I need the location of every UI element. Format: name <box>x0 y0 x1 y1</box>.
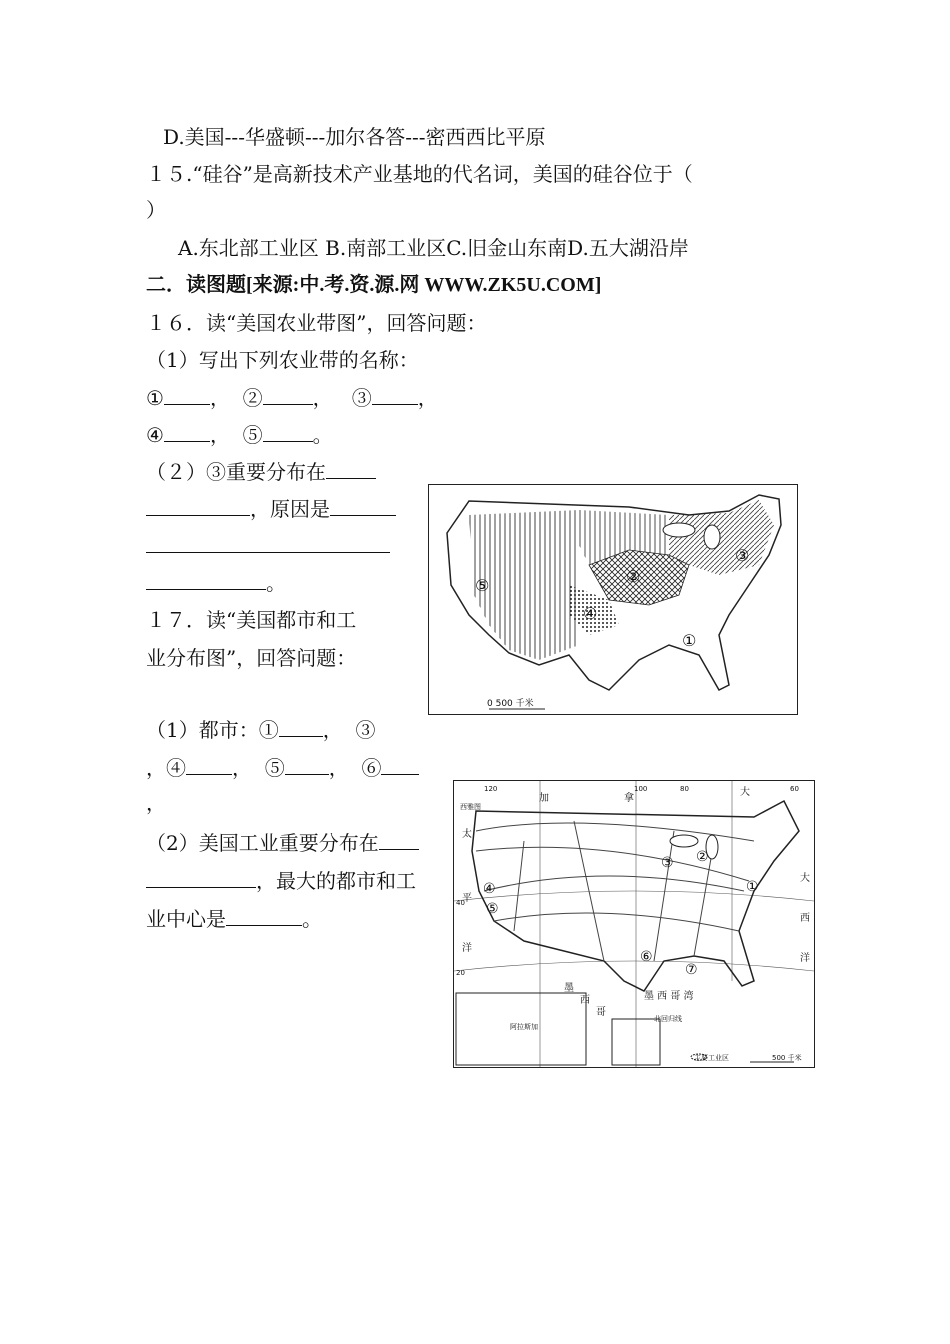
map2-pacific-1: 太 <box>462 829 472 840</box>
q17-cities-row2 <box>146 754 419 781</box>
belt-4-label: ④ <box>146 423 164 447</box>
q16-reason-blank-2[interactable] <box>146 532 390 553</box>
largest-center-blank[interactable] <box>226 905 302 926</box>
map2-mexico-2: 西 <box>580 995 590 1006</box>
map2-mexico-3: 哥 <box>596 1007 606 1018</box>
comma: ， <box>312 386 333 410</box>
map2-city-4: ④ <box>483 881 496 897</box>
q17-cities-row1 <box>146 716 375 743</box>
industry-area-blank[interactable] <box>379 829 419 850</box>
city-6-label: ⑥ <box>361 756 382 780</box>
map1-label-4: ④ <box>583 604 598 623</box>
belt-4-blank[interactable] <box>164 421 210 442</box>
map2-canada-3: 大 <box>740 787 750 798</box>
belt-2-blank[interactable] <box>263 384 313 405</box>
map2-lon-120: 120 <box>484 785 498 793</box>
map2-atlantic-2: 西 <box>800 913 810 924</box>
q16-reason-label: ，原因是 <box>250 497 330 521</box>
belt-5-label: ⑤ <box>242 423 263 447</box>
q16-reason-row2 <box>146 532 390 559</box>
q16-reason-row3 <box>146 569 286 596</box>
map1-label-2: ② <box>626 567 641 586</box>
q16-part2-label: （２）③重要分布在 <box>146 460 326 484</box>
belt-3-label: ③ <box>351 386 372 410</box>
map2-lon-60: 60 <box>790 785 799 793</box>
period: 。 <box>266 571 286 595</box>
city-4-label: ，④ <box>146 756 186 780</box>
q17-largest-row <box>146 867 416 894</box>
comma: ， <box>417 386 438 410</box>
map2-seattle: 西雅图 <box>460 803 481 811</box>
q14-option-d: D.美国---华盛顿---加尔各答---密西西比平原 <box>163 125 546 149</box>
city-5-blank[interactable] <box>285 754 329 775</box>
map2-pacific-3: 洋 <box>462 943 472 954</box>
comma: ， <box>232 756 252 780</box>
map2-legend: 主要工业区 <box>694 1054 729 1062</box>
comma: ， <box>209 423 230 447</box>
map2-pacific-2: 平 <box>462 893 472 904</box>
q16-reason-row <box>146 495 396 522</box>
q17-part2 <box>146 829 419 856</box>
q17-trailing-comma: ， <box>146 791 166 815</box>
q16-part1-label: （1）写出下列农业带的名称： <box>146 348 419 372</box>
map2-city-5: ⑤ <box>486 901 499 917</box>
q17-center-label: 业中心是 <box>146 907 226 931</box>
map2-city-1: ① <box>746 879 759 895</box>
q16-answer-row1 <box>146 384 438 411</box>
city-4-blank[interactable] <box>186 754 232 775</box>
period: 。 <box>312 423 333 447</box>
map2-canada-1: 加 <box>539 793 549 804</box>
belt-3-blank[interactable] <box>372 384 418 405</box>
city-6-blank[interactable] <box>381 754 419 775</box>
section-heading: 二．读图题[来源:中.考.资.源.网 WWW.ZK5U.COM] <box>146 274 602 296</box>
q16-stem: １６．读“美国农业带图”，回答问题： <box>146 311 487 335</box>
belt-2-label: ② <box>242 386 263 410</box>
q15-options: A.东北部工业区 B.南部工业区C.旧金山东南D.五大湖沿岸 <box>178 236 689 260</box>
map2-atlantic-3: 洋 <box>800 953 810 964</box>
belt-5-blank[interactable] <box>263 421 313 442</box>
q17-center-row <box>146 905 322 932</box>
map2-mexico-1: 墨 <box>564 983 574 994</box>
map2-gulf: 墨 西 哥 湾 <box>644 991 694 1002</box>
comma: ， <box>328 756 349 780</box>
city-5-label: ⑤ <box>264 756 285 780</box>
map2-tropic: 北回归线 <box>654 1015 682 1023</box>
map2-lat-20: 20 <box>456 969 465 977</box>
q16-distribution-blank[interactable] <box>326 458 376 479</box>
q17-stem-2: 业分布图”，回答问题： <box>146 646 357 670</box>
map2-alaska: 阿拉斯加 <box>510 1023 538 1031</box>
map2-city-2: ② <box>696 849 709 865</box>
map2-city-3: ③ <box>661 855 674 871</box>
map2-lat-40: 40 <box>456 899 465 907</box>
q17-stem: １７．读“美国都市和工 <box>146 608 357 632</box>
map2-lon-80: 80 <box>680 785 689 793</box>
map2-scale: 500 千米 <box>772 1054 802 1062</box>
map2-city-7: ⑦ <box>685 962 698 978</box>
q16-part2 <box>146 458 376 485</box>
belt-1-label: ① <box>146 386 164 410</box>
q17-largest-label: ，最大的都市和工 <box>256 869 416 893</box>
q17-part2-label: （2）美国工业重要分布在 <box>146 831 379 855</box>
city-3-label: ③ <box>355 718 376 742</box>
comma: ， <box>209 386 230 410</box>
belt-1-blank[interactable] <box>164 384 210 405</box>
map2-lon-100: 100 <box>634 785 648 793</box>
map2-canada-2: 拿 <box>624 793 634 804</box>
q16-answer-row2 <box>146 421 333 448</box>
period: 。 <box>302 907 322 931</box>
industry-area-blank-2[interactable] <box>146 867 256 888</box>
q15-stem: １５.“硅谷”是高新技术产业基地的代名词，美国的硅谷位于（ <box>146 162 693 186</box>
map1-scale: 0 500 千米 <box>487 699 534 709</box>
map2-atlantic-1: 大 <box>800 873 810 884</box>
q16-reason-blank-3[interactable] <box>146 569 266 590</box>
comma: ， <box>322 718 343 742</box>
q16-distribution-blank-2[interactable] <box>146 495 250 516</box>
q15-stem-end: ） <box>146 198 166 222</box>
us-industry-map <box>453 780 815 1068</box>
map1-label-1: ① <box>682 631 697 650</box>
map1-label-3: ③ <box>735 546 750 565</box>
city-1-blank[interactable] <box>279 716 323 737</box>
map1-label-5: ⑤ <box>475 576 490 595</box>
q17-part1-label: （1）都市：① <box>146 718 279 742</box>
map2-city-6: ⑥ <box>640 949 653 965</box>
us-agriculture-belt-map <box>428 484 798 715</box>
q16-reason-blank[interactable] <box>330 495 396 516</box>
